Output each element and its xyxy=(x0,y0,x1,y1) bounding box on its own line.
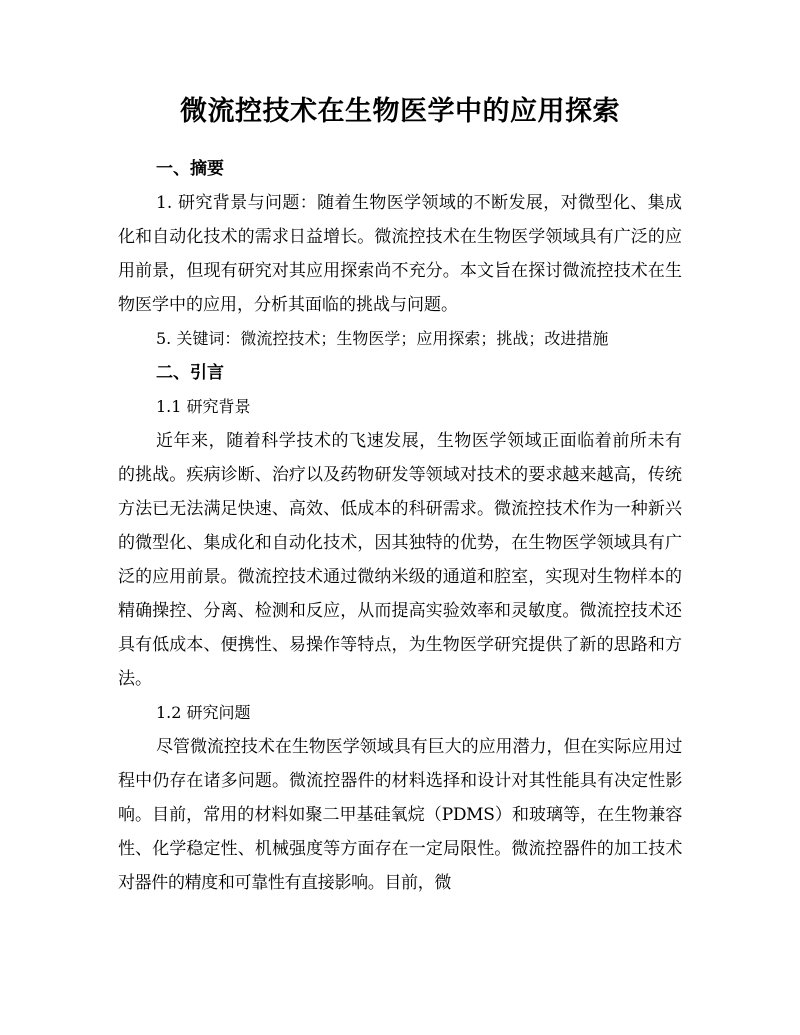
subsection-heading-background: 1.1 研究背景 xyxy=(156,397,251,416)
background-paragraph: 近年来，随着科学技术的飞速发展，生物医学领域正面临着前所未有的挑战。疾病诊断、治疗以及药物研发等领域对技术的要求越来越高，传统方法已无法满足快速、高效、低成本的科研需求。微流控技术作为一种新兴的微型化、集成化和自动化技术，因其独特的优势，在生物医学领域具有广泛的应用前景。微流控技术通过微纳米级的通道和腔室，实现对生物样本的精确操控、分离、检测和反应，从而提高实验效率和灵敏度。微流控技术还具有低成本、便携性、易操作等特点，为生物医学研究提供了新的思路和方法。 xyxy=(118,431,682,689)
problem-paragraph: 尽管微流控技术在生物医学领域具有巨大的应用潜力，但在实际应用过程中仍存在诸多问题。微流控器件的材料选择和设计对其性能具有决定性影响。目前，常用的材料如聚二甲基硅氧烷（PDMS）和玻璃等，在生物兼容性、化学稳定性、机械强度等方面存在一定局限性。微流控器件的加工技术对器件的精度和可靠性有直接影响。目前，微 xyxy=(118,737,682,893)
abstract-paragraph: 1. 研究背景与问题：随着生物医学领域的不断发展，对微型化、集成化和自动化技术的需求日益增长。微流控技术在生物医学领域具有广泛的应用前景，但现有研究对其应用探索尚不充分。本文旨在探讨微流控技术在生物医学中的应用，分析其面临的挑战与问题。 xyxy=(118,193,682,315)
section-heading-abstract: 一、摘要 xyxy=(156,159,224,179)
document-title: 微流控技术在生物医学中的应用探索 xyxy=(180,96,620,127)
keywords-line: 5. 关键词：微流控技术；生物医学；应用探索；挑战；改进措施 xyxy=(156,329,609,348)
section-heading-introduction: 二、引言 xyxy=(156,363,224,383)
subsection-heading-problem: 1.2 研究问题 xyxy=(156,703,251,722)
